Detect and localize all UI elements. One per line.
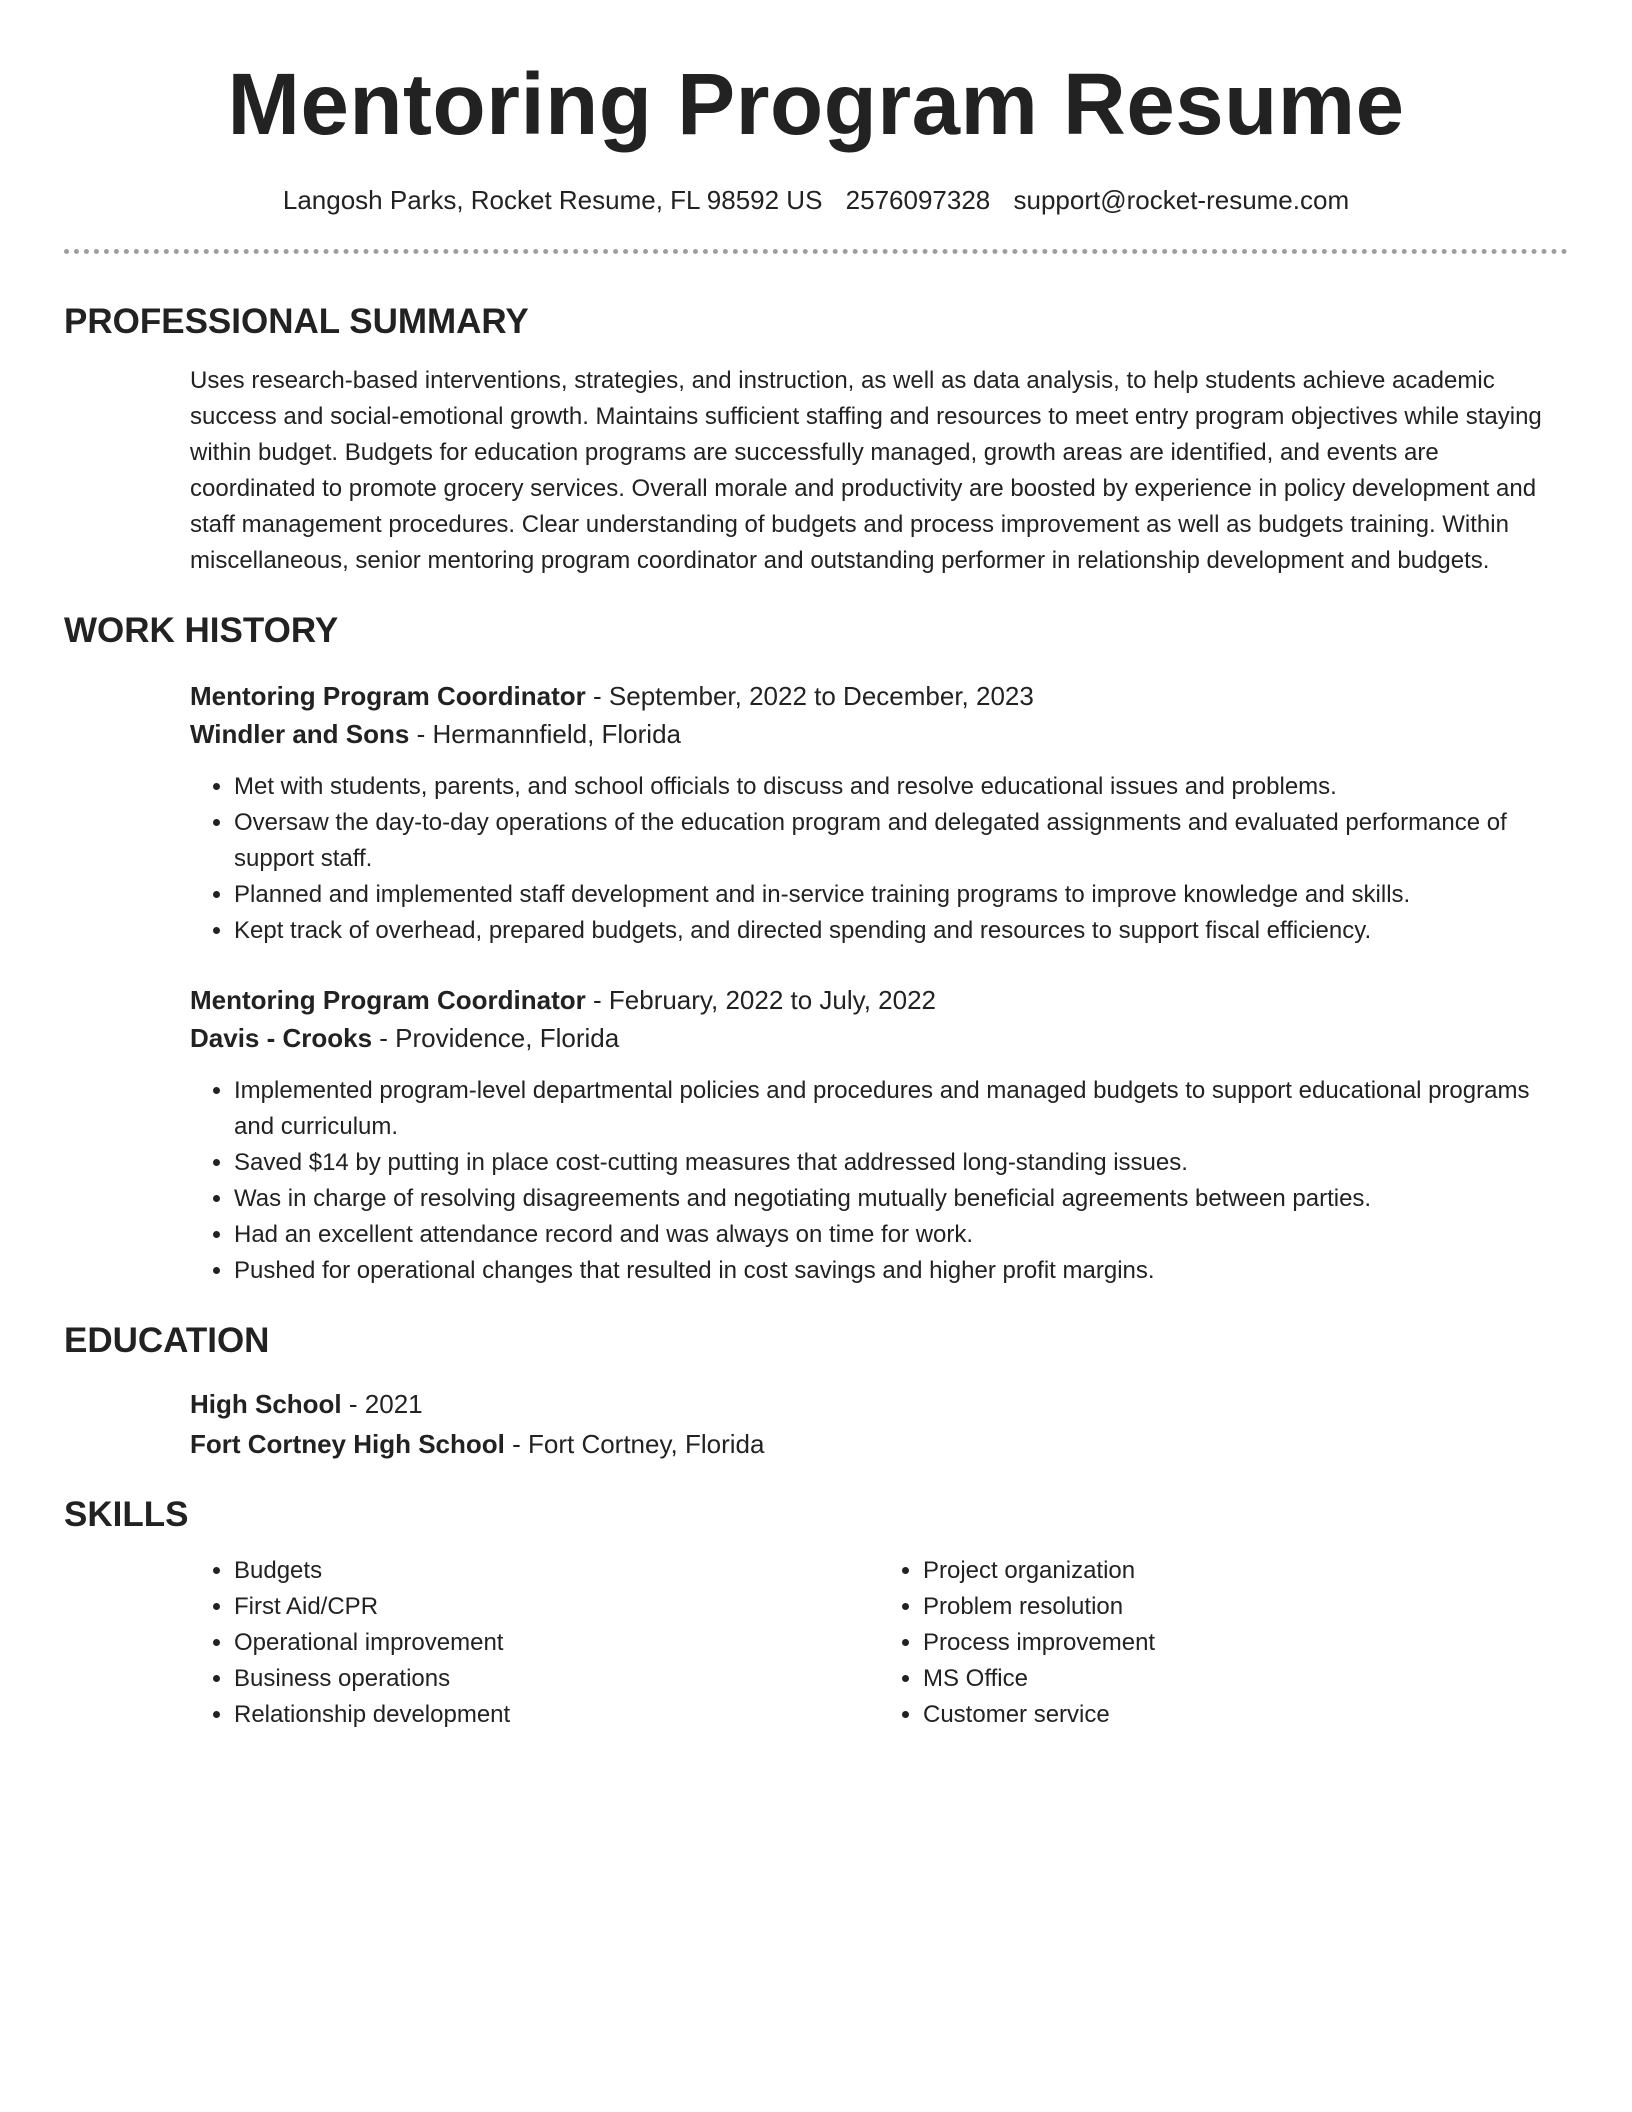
job-bullet: • Implemented program-level departmental policies and procedures and managed budgets to support educational programs and curriculum. [234,1073,1568,1145]
job-company: Windler and Sons [190,719,410,749]
job-bullet: • Planned and implemented staff development and in-service training programs to improve knowledge and skills. [234,877,1568,913]
resume-header [64,0,1568,218]
skill-item: • Problem resolution [923,1589,1568,1625]
education-school: Fort Cortney High School [190,1429,505,1459]
job-bullet: • Kept track of overhead, prepared budgets, and directed spending and resources to support fiscal efficiency. [234,913,1568,949]
contact-line [64,182,1568,218]
job-title-line [190,677,1568,715]
skills-heading: SKILLS [64,1495,189,1534]
education-degree: High School [190,1389,342,1419]
job-role: Mentoring Program Coordinator [190,681,586,711]
education-degree-line [190,1385,1568,1423]
skill-item: • Process improvement [923,1625,1568,1661]
resume-title: Mentoring Program Resume [227,56,1405,153]
job-location: - Hermannfield, Florida [409,719,681,749]
job-entry [190,981,1568,1289]
education-year: - 2021 [341,1389,423,1419]
job-location: - Providence, Florida [372,1023,620,1053]
job-bullet: • Pushed for operational changes that resulted in cost savings and higher profit margins. [234,1253,1568,1289]
summary-text: Uses research-based interventions, strategies, and instruction, as well as data analysis, to help students achieve academic success and social-emotional growth. Maintains sufficient staffing and resources to meet entry program objectives while staying within budget. Budgets for education programs are successfully managed, growth areas are identified, and events are coordinated to promote grocery services. Overall morale and productivity are boosted by experience in policy development and staff management procedures. Clear understanding of budgets and process improvement as well as budgets training. Within miscellaneous, senior mentoring program coordinator and outstanding performer in relationship development and budgets. [190,367,1542,574]
job-bullets [190,769,1568,949]
skills-column-left [190,1553,879,1733]
skills-column-right [879,1553,1568,1733]
contact-email: support@rocket-resume.com [1013,185,1350,215]
job-bullet: • Was in charge of resolving disagreements and negotiating mutually beneficial agreements between parties. [234,1181,1568,1217]
job-entry [190,677,1568,949]
job-bullet: • Had an excellent attendance record and was always on time for work. [234,1217,1568,1253]
skill-item: • Customer service [923,1697,1568,1733]
summary-heading: PROFESSIONAL SUMMARY [64,302,529,341]
skill-item: • Business operations [234,1661,879,1697]
skill-item: • Relationship development [234,1697,879,1733]
work-section [64,609,1568,1289]
job-bullets [190,1073,1568,1289]
education-section [64,1319,1568,1463]
skill-item: • MS Office [923,1661,1568,1697]
summary-body [190,363,1568,579]
job-company-line [190,715,1568,753]
education-entry [190,1385,1568,1463]
skill-item: • Operational improvement [234,1625,879,1661]
skill-item: • Budgets [234,1553,879,1589]
contact-address: Langosh Parks, Rocket Resume, FL 98592 US [282,185,823,215]
skills-section [64,1493,1568,1733]
job-bullet: • Met with students, parents, and school officials to discuss and resolve educational issues and problems. [234,769,1568,805]
summary-section [64,300,1568,579]
job-company: Davis - Crooks [190,1023,373,1053]
job-bullet: • Oversaw the day-to-day operations of the education program and delegated assignments and evaluated performance of support staff. [234,805,1568,877]
job-bullet: • Saved $14 by putting in place cost-cutting measures that addressed long-standing issues. [234,1145,1568,1181]
job-company-line [190,1019,1568,1057]
skill-item: • Project organization [923,1553,1568,1589]
job-dates: - September, 2022 to December, 2023 [585,681,1034,711]
education-location: - Fort Cortney, Florida [504,1429,765,1459]
education-school-line [190,1425,1568,1463]
contact-phone: 2576097328 [845,185,991,215]
skills-grid [190,1553,1568,1733]
job-role: Mentoring Program Coordinator [190,985,586,1015]
education-heading: EDUCATION [64,1321,270,1360]
job-title-line [190,981,1568,1019]
job-dates: - February, 2022 to July, 2022 [585,985,937,1015]
work-heading: WORK HISTORY [64,611,339,650]
skill-item: • First Aid/CPR [234,1589,879,1625]
header-divider [64,249,1568,254]
